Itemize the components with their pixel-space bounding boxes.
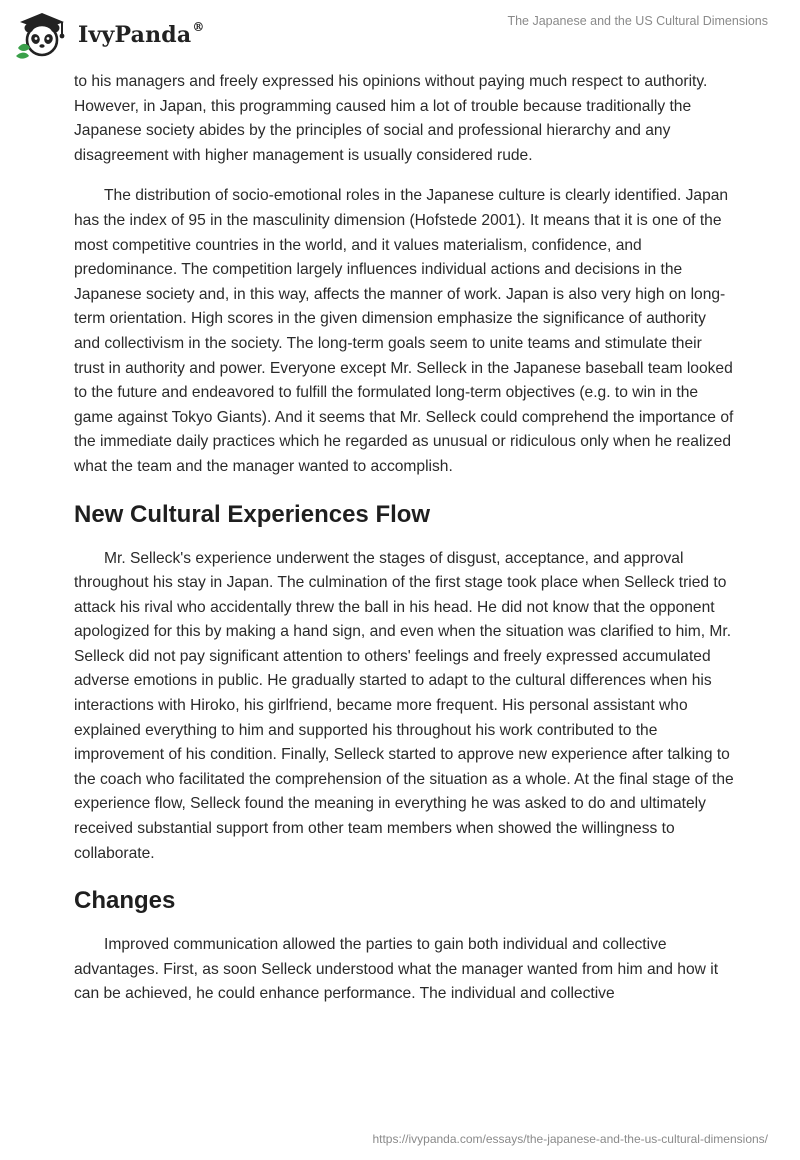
brand-name: IvyPanda® bbox=[78, 20, 205, 48]
paragraph-changes: Improved communication allowed the parties to gain both individual and collective advantages. First, as soon Selleck understood what the manager wanted from him and how it can be achieved, he could enhance performance. The individual and collective bbox=[74, 936, 719, 1003]
essay-content bbox=[74, 70, 734, 1023]
paragraph-experience-flow: Mr. Selleck's experience underwent the stages of disgust, acceptance, and approval throughout his stay in Japan. The culmination of the first stage took place when Selleck tried to attack his rival who accidentally threw the ball in his head. He did not know that the opponent apologized for this by making a hand sign, and even when the situation was clarified to him, Mr. Selleck did not pay significant attention to others' feelings and freely expressed accumulated adverse emotions in public. He gradually started to adapt to the cultural differences when his interactions with Hiroko, his girlfriend, became more frequent. His personal assistant who explained everything to him and supported his throughout his work contributed to the improvement of his condition. Finally, Selleck started to approve new experience after talking to the coach who facilitated the comprehension of the situation as a whole. At the final stage of the experience flow, Selleck found the meaning in everything he was asked to do and ultimately received substantial support from other team members when showed the willingness to collaborate. bbox=[74, 549, 734, 862]
brand-logo[interactable] bbox=[14, 8, 205, 60]
graduation-panda-icon bbox=[14, 8, 72, 60]
paragraph-masculinity: The distribution of socio-emotional roles in the Japanese culture is clearly identified. Japan has the index of 95 in the masculinity dimension (Hofstede 2001). It means that it is one of the most competitive countries in the world, and it values materialism, confidence, and predominance. The competition largely influences individual actions and decisions in the Japanese society and, in this way, affects the manner of work. Japan is also very high on long-term orientation. High scores in the given dimension emphasize the significance of authority and collectivism in the society. The long-term goals seem to unite teams and stimulate their trust in authority and power. Everyone except Mr. Selleck in the Japanese baseball team looked to the future and endeavored to fulfill the formulated long-term objectives (e.g. to win in the game against Tokyo Giants). And it seems that Mr. Selleck could comprehend the importance of the immediate daily practices which he regarded as unusual or ridiculous only when he realized what the team and the manager wanted to accomplish. bbox=[74, 187, 734, 475]
registered-mark: ® bbox=[192, 20, 205, 34]
paragraph-continued: to his managers and freely expressed his opinions without paying much respect to authority. However, in Japan, this programming caused him a lot of trouble because traditionally the Japanese society abides by the principles of social and professional hierarchy and any disagreement with higher management is usually considered rude. bbox=[74, 73, 708, 164]
source-url[interactable]: https://ivypanda.com/essays/the-japanese-and-the-us-cultural-dimensions/ bbox=[372, 1132, 768, 1146]
heading-changes: Changes bbox=[74, 887, 176, 915]
page-header bbox=[0, 0, 800, 66]
document-title: The Japanese and the US Cultural Dimensions bbox=[507, 14, 768, 28]
heading-new-cultural-experiences: New Cultural Experiences Flow bbox=[74, 500, 431, 528]
